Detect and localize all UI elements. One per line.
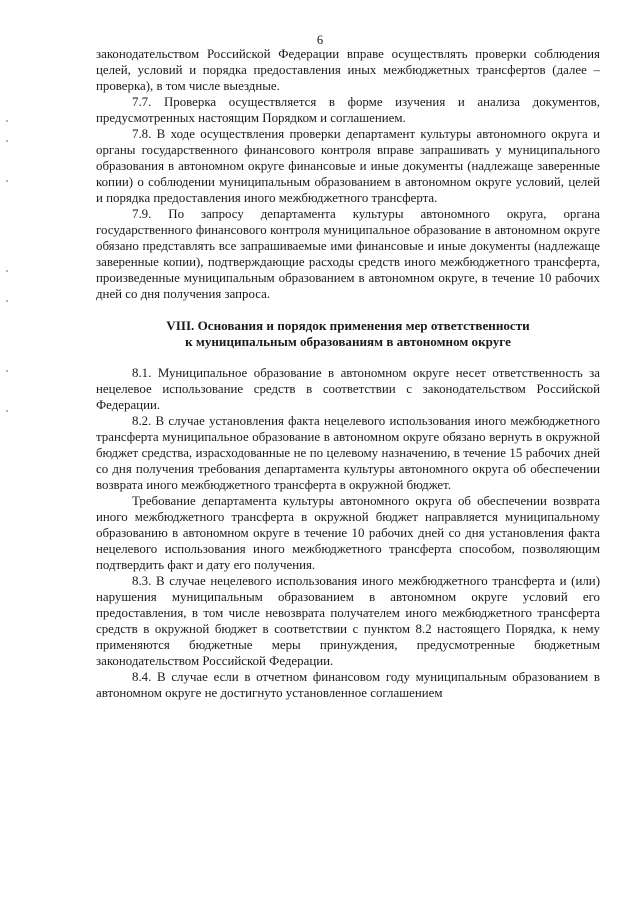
paragraph-8-2-requirement: Требование департамента культуры автономного округа об обеспечении возврата иного межбюджетного трансферта в окружной бюджет направляется муниципальному образованию в автономном округе в течение 10 рабочих дней со дня установления факта нецелевого использования иного межбюджетного трансферта способом, позволяющим подтвердить факт и дату его получения. (96, 494, 600, 572)
paragraph-7-9: 7.9. По запросу департамента культуры автономного округа, органа государственного финансового контроля муниципальное образование в автономном округе обязано представлять все запрашиваемые ими финансовые и иные документы (надлежаще заверенные копии), подтверждающие расходы средств иного межбюджетного трансферта, произведенные муниципальным образованием в автономном округе, в течение 10 рабочих дней со дня получения запроса. (96, 207, 600, 301)
margin-scan-marks (6, 120, 10, 420)
paragraph-8-3: 8.3. В случае нецелевого использования иного межбюджетного трансферта и (или) нарушения муниципальным образованием в автономном округе условий его предоставления, в том числе невозврата получателем иного межбюджетного трансферта средств в окружной бюджет в соответствии с пунктом 8.2 настоящего Порядка, к нему применяются бюджетные меры принуждения, предусмотренные бюджетным законодательством Российской Федерации. (96, 574, 600, 668)
paragraph-7-7: 7.7. Проверка осуществляется в форме изучения и анализа документов, предусмотренных настоящим Порядком и соглашением. (96, 95, 600, 125)
paragraph-7-8: 7.8. В ходе осуществления проверки департамент культуры автономного округа и органы государственного финансового контроля вправе запрашивать у муниципального образования в автономном округе финансовые и иные документы (надлежаще заверенные копии) о соблюдении муниципальным образованием в автономном округе условий, целей и порядка предоставления иного межбюджетного трансферта. (96, 127, 600, 205)
document-body (96, 46, 600, 701)
paragraph-8-4: 8.4. В случае если в отчетном финансовом году муниципальным образованием в автономном округе не достигнуто установленное соглашением (96, 670, 600, 700)
paragraph-8-1: 8.1. Муниципальное образование в автономном округе несет ответственность за нецелевое использование средств в соответствии с законодательством Российской Федерации. (96, 366, 600, 412)
section-heading (96, 318, 600, 350)
page-number: 6 (316, 33, 324, 47)
paragraph-8-2: 8.2. В случае установления факта нецелевого использования иного межбюджетного трансферта муниципальное образование в автономном округе обязано вернуть в окружной бюджет средства, израсходованные не по целевому назначению, в течение 15 рабочих дней со дня получения требования департамента культуры автономного округа об обеспечении возврата иного межбюджетного трансферта в окружной бюджет. (96, 414, 600, 492)
section-heading-line-2: к муниципальным образованиям в автономном округе (185, 334, 511, 349)
paragraph-continuation: законодательством Российской Федерации вправе осуществлять проверки соблюдения целей, условий и порядка предоставления иных межбюджетных трансфертов (далее – проверка), в том числе выездные. (96, 47, 600, 93)
section-heading-line-1: VIII. Основания и порядок применения мер ответственности (166, 318, 530, 333)
